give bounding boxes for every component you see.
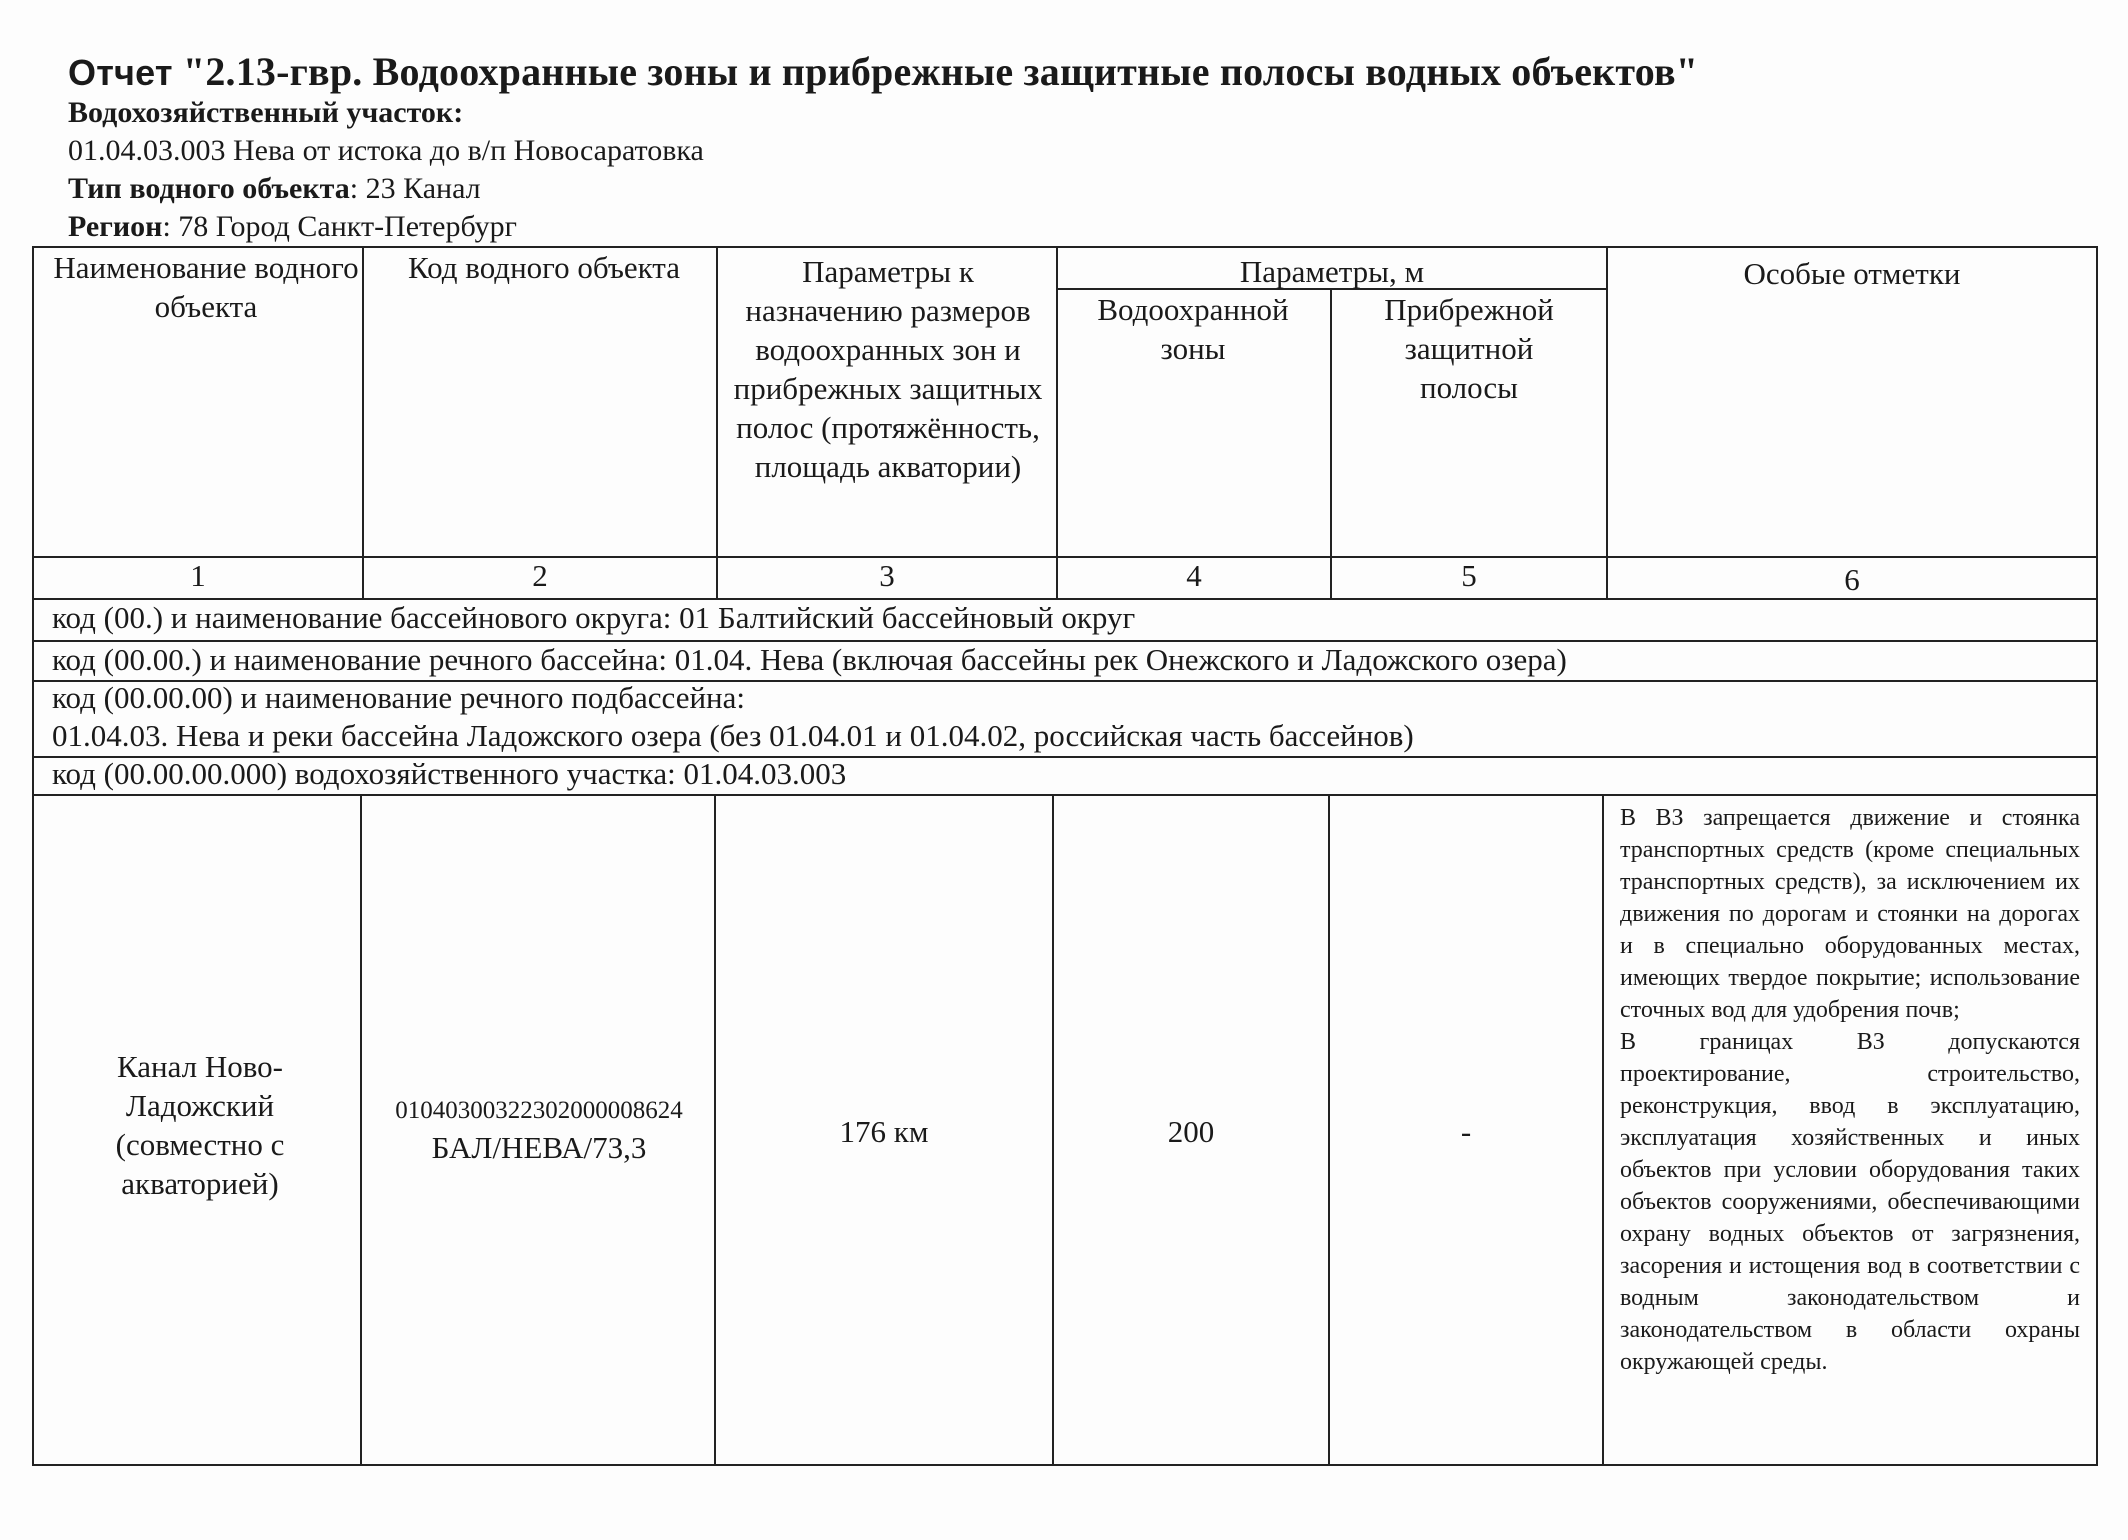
- col-divider-3: [1056, 246, 1058, 598]
- region-value: : 78 Город Санкт-Петербург: [162, 210, 517, 243]
- col-number-2: 2: [532, 558, 548, 593]
- sub-basin-label: код (00.00.00) и наименование речного подбассейна:: [52, 680, 746, 715]
- section-value: 01.04.03.003 Нева от истока до в/п Новосаратовка: [68, 134, 704, 167]
- group-row-line-4: [32, 794, 2098, 796]
- row-coastal-strip: -: [1460, 1113, 1472, 1149]
- table-border-right: [2096, 246, 2098, 1466]
- col-divider-1: [362, 246, 364, 598]
- water-type-label: Тип водного объекта: [68, 172, 350, 205]
- header-col-2: [374, 248, 714, 548]
- data-col-divider-5: [1602, 794, 1604, 1466]
- col-number-3: 3: [879, 558, 895, 593]
- header-col-4: [1078, 290, 1308, 550]
- header-col-1: [50, 248, 362, 548]
- header-params-group-label: Параметры, м: [1239, 254, 1425, 289]
- header-params-group: [1058, 252, 1606, 288]
- row-water-zone-cell: [1054, 1110, 1328, 1152]
- row-notes-cell: [1620, 802, 2080, 1378]
- row-name-cell: [50, 1040, 350, 1210]
- region-label: Регион: [68, 210, 163, 243]
- col-divider-2: [716, 246, 718, 598]
- row-code-line-2: БАЛ/НЕВА/73,3: [431, 1129, 647, 1165]
- sub-basin-value: 01.04.03. Нева и реки бассейна Ладожского озера (без 01.04.01 и 01.04.02, российская часть бассейнов): [52, 718, 1414, 753]
- header-col-3: [728, 252, 1048, 552]
- row-code-line-1: 01040300322302000008624: [395, 1096, 683, 1124]
- table-border-left: [32, 246, 34, 1466]
- row-code-cell: [366, 1090, 712, 1170]
- row-water-zone: 200: [1167, 1113, 1215, 1149]
- row-length-cell: [716, 1110, 1052, 1152]
- report-title-text: "2.13-гвр. Водоохранные зоны и прибрежные защитные полосы водных объектов": [182, 49, 1699, 94]
- row-notes-paragraph-2: В границах ВЗ допускаются проектирование, строительство, реконструкция, ввод в эксплуатацию, эксплуатация хозяйственных и иных объектов при условии оборудования таких объектов сооружениями, обеспечивающими охрану водных объектов от загрязнения, засорения и истощения вод в соответствии с водным законодательством и законодательством в области охраны окружающей среды.: [1620, 1029, 2080, 1375]
- header-col-4-label: Водоохранной зоны: [1097, 292, 1289, 366]
- col-number-4: 4: [1186, 558, 1202, 593]
- col-number-5: 5: [1461, 558, 1477, 593]
- col-divider-4: [1330, 288, 1332, 598]
- col-number-6: 6: [1844, 562, 1860, 597]
- water-section-row: код (00.00.00.000) водохозяйственного участка: 01.04.03.003: [52, 756, 847, 791]
- row-length: 176 км: [839, 1113, 929, 1149]
- row-notes-paragraph-1: В ВЗ запрещается движение и стоянка транспортных средств (кроме специальных транспортных средств), за исключением их движения по дорогам и стоянки на дорогах и в специально оборудованных местах, имеющих твердое покрытие; использование сточных вод для удобрения почв;: [1620, 805, 2080, 1023]
- data-col-divider-1: [360, 794, 362, 1466]
- col-number-1: 1: [190, 558, 206, 593]
- table-border-bottom: [32, 1464, 2098, 1466]
- header-col-5-label: Прибрежной защитной полосы: [1384, 292, 1554, 405]
- water-type-value: : 23 Канал: [349, 172, 481, 205]
- header-col-3-label: Параметры к назначению размеров водоохранных зон и прибрежных защитных полос (протяжённость, площадь акватории): [733, 254, 1043, 484]
- report-title-prefix: Отчет: [68, 52, 173, 93]
- row-coastal-strip-cell: [1330, 1110, 1602, 1152]
- header-col-6-label: Особые отметки: [1743, 256, 1961, 291]
- header-col-6: [1608, 254, 2096, 514]
- basin-district-row: код (00.) и наименование бассейнового округа: 01 Балтийский бассейновый округ: [52, 600, 1136, 635]
- river-basin-row: код (00.00.) и наименование речного бассейна: 01.04. Нева (включая бассейны рек Онежского и Ладожского озера): [52, 642, 1567, 677]
- header-col-2-label: Код водного объекта: [408, 250, 680, 285]
- row-name: Канал Ново-Ладожский (совместно с акваторией): [115, 1049, 285, 1201]
- header-col-1-label: Наименование водного объекта: [53, 250, 359, 324]
- header-col-5: [1352, 290, 1586, 550]
- section-label: Водохозяйственный участок:: [68, 96, 464, 129]
